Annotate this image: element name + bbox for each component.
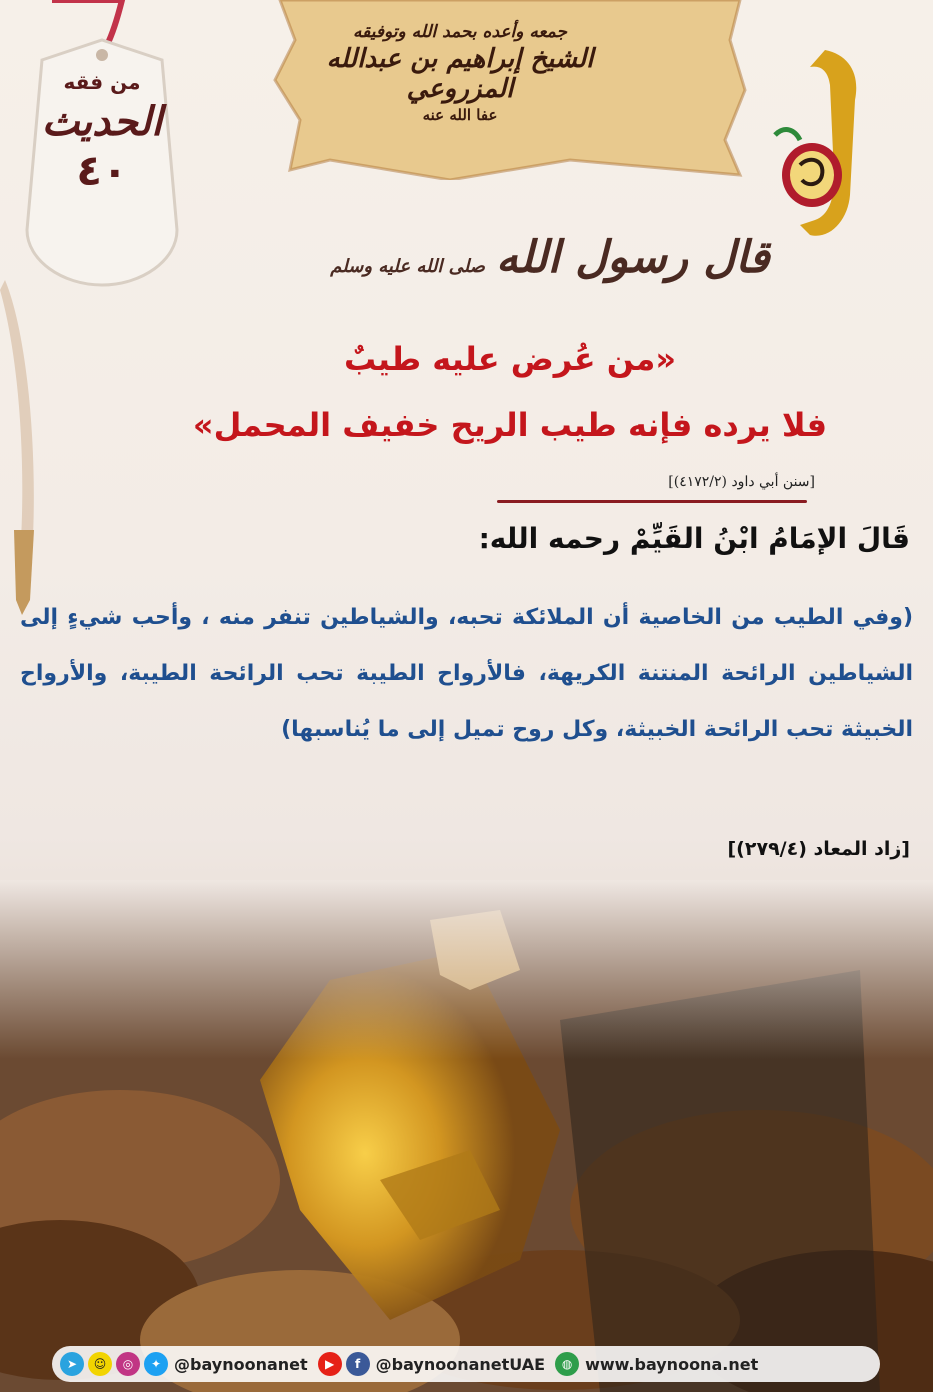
quill-pen-decoration <box>0 280 60 620</box>
credit-line1: جمعه وأعده بحمد الله وتوفيقه <box>352 22 568 42</box>
credit-author-name: الشيخ إبراهيم بن عبدالله المزروعي <box>326 44 594 104</box>
divider-line <box>497 500 807 503</box>
prophet-heading <box>260 232 840 283</box>
tag-prefix: من فقه <box>63 70 141 94</box>
scholar-quote: (وفي الطيب من الخاصية أن الملائكة تحبه، والشياطين تنفر منه ، وأحب شيءٍ إلى الشياطين الرائحة المنتنة الكريهة، فالأرواح الطيبة تحب الرائحة الطيبة، والأرواح الخبيثة تحب الرائحة الخبيثة، وكل روح تميل إلى ما يُناسبها) <box>20 605 913 742</box>
social-footer <box>52 1346 880 1382</box>
facebook-icon[interactable]: f <box>346 1352 370 1376</box>
hadith-line1: «من عُرض عليه طيبٌ <box>344 340 676 378</box>
scholar-intro: قَالَ الإمَامُ ابْنُ القَيِّمْ رحمه الله: <box>478 522 910 555</box>
heading-salutation: صلى الله عليه وسلم <box>330 256 485 277</box>
globe-icon[interactable]: ◍ <box>555 1352 579 1376</box>
perfume-bottle-image <box>0 880 933 1392</box>
tag-title: الحديث <box>41 98 163 145</box>
instagram-icon[interactable]: ◎ <box>116 1352 140 1376</box>
telegram-icon[interactable]: ➤ <box>60 1352 84 1376</box>
tag-number: ٤٠ <box>76 146 128 195</box>
website-link[interactable]: www.baynoona.net <box>585 1354 759 1374</box>
quote-source: [زاد المعاد (٢٧٩/٤)] <box>727 838 910 860</box>
hadith-source: [سنن أبي داود (٤١٧٢/٢)] <box>668 474 815 490</box>
social-handle-baynoonanet[interactable]: @baynoonanet <box>174 1354 308 1374</box>
series-tag-text <box>22 70 182 195</box>
hadith-line2: فلا يرده فإنه طيب الريح خفيف المحمل» <box>192 406 828 444</box>
social-handle-baynoonanetuae[interactable]: @baynoonanetUAE <box>375 1354 546 1374</box>
baynoona-logo <box>770 45 880 245</box>
hadith-text <box>150 333 870 451</box>
youtube-icon[interactable]: ▶ <box>318 1352 342 1376</box>
snapchat-icon[interactable]: ☺ <box>88 1352 112 1376</box>
credit-line3: عفا الله عنه <box>422 106 498 124</box>
author-credit <box>290 22 630 124</box>
twitter-icon[interactable]: ✦ <box>144 1352 168 1376</box>
heading-main: قال رسول الله <box>496 232 770 283</box>
